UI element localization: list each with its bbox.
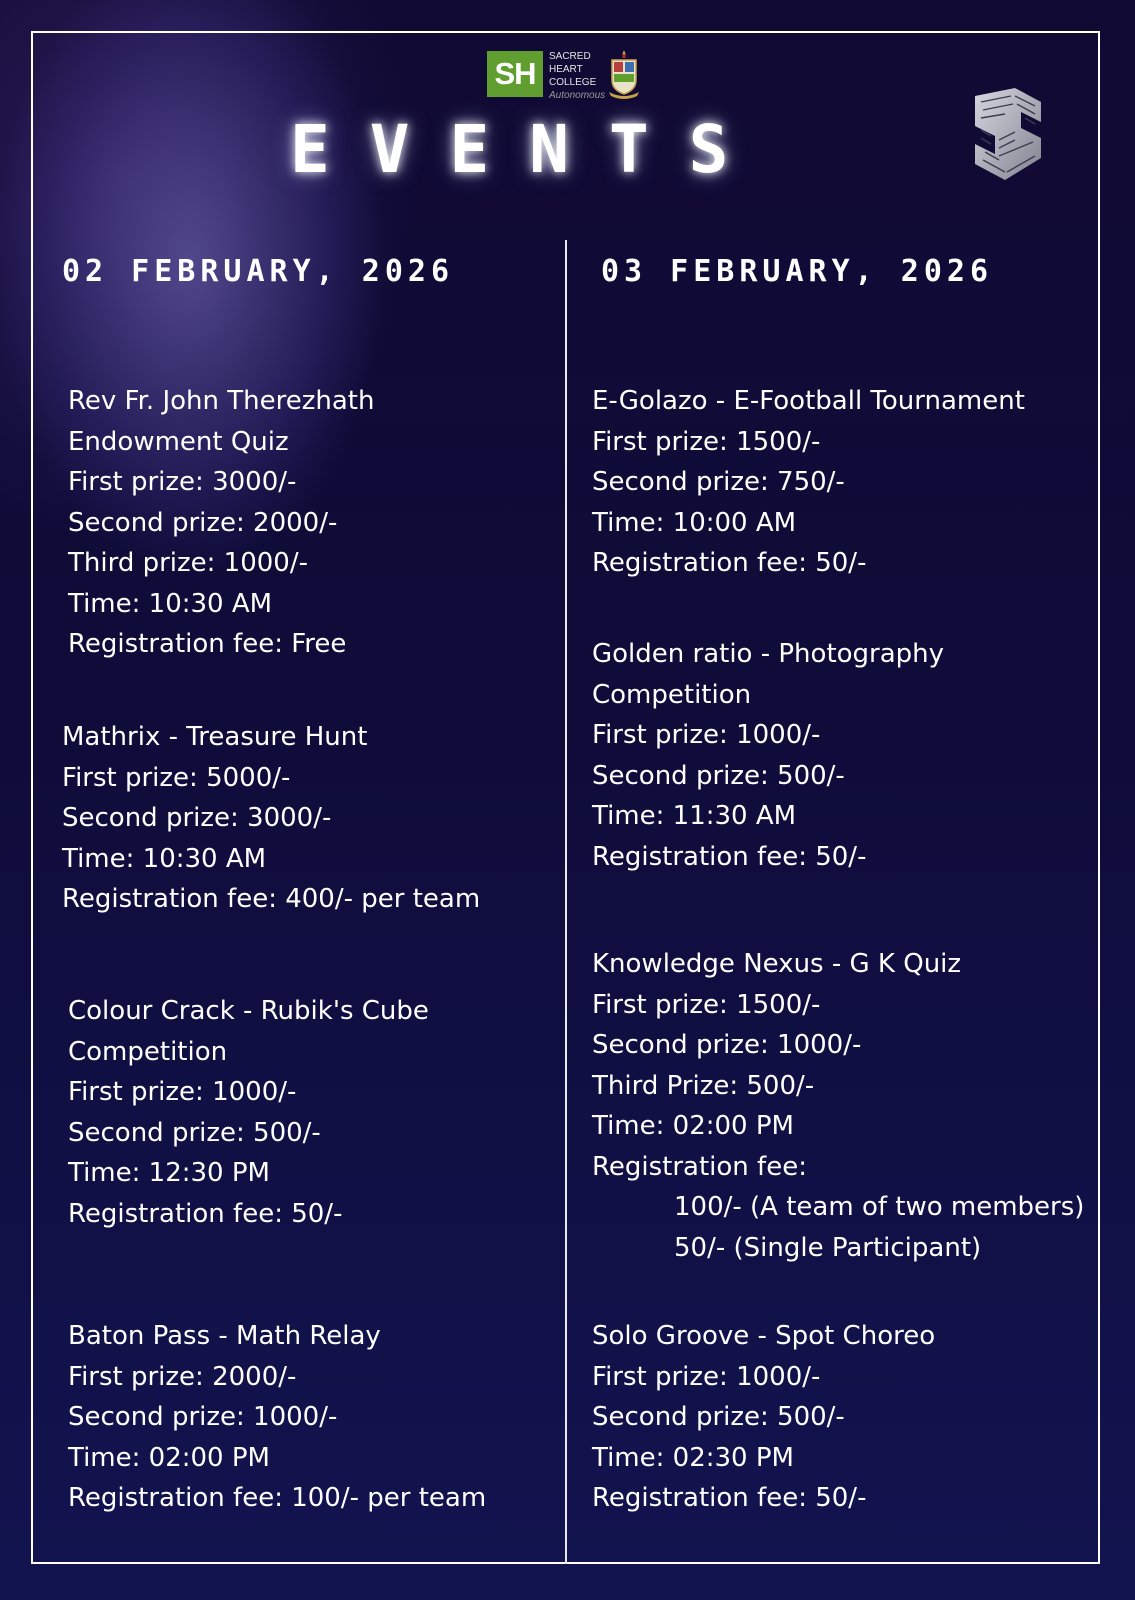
college-name-line: COLLEGE (549, 77, 597, 88)
event-photography (592, 634, 1072, 877)
event-time: Time: 02:00 PM (592, 1111, 794, 1141)
column-divider (565, 240, 567, 1564)
event-third-prize: Third prize: 1000/- (68, 548, 308, 578)
event-name: Solo Groove - Spot Choreo (592, 1321, 936, 1351)
event-time: Time: 02:00 PM (68, 1442, 270, 1473)
event-first-prize: First prize: 3000/- (68, 467, 297, 497)
event-math-relay (68, 1316, 548, 1519)
college-status: Autonomous (549, 90, 606, 101)
event-second-prize: Second prize: 500/- (592, 1402, 845, 1432)
event-name: E-Golazo - E-Football Tournament (592, 386, 1025, 416)
event-second-prize: Second prize: 1000/- (68, 1402, 338, 1432)
event-time: Time: 11:30 AM (592, 801, 797, 831)
event-name: Rev Fr. John Therezhath (68, 386, 375, 416)
event-registration-fee: Registration fee: 50/- (592, 1483, 867, 1513)
event-second-prize: Second prize: 500/- (68, 1117, 321, 1148)
event-name: Endowment Quiz (68, 426, 289, 457)
event-second-prize: Second prize: 500/- (592, 760, 845, 791)
event-registration-fee: Registration fee: 50/- (592, 548, 867, 578)
event-registration-fee: Registration fee: 100/- per team (68, 1483, 487, 1513)
event-fee-option: 100/- (A team of two members) (674, 1192, 1085, 1222)
event-treasure-hunt (62, 717, 542, 920)
event-second-prize: Second prize: 750/- (592, 467, 845, 497)
day-heading-feb-03: 03 FEBRUARY, 2026 (601, 254, 994, 289)
event-registration-fee: Registration fee: Free (68, 629, 347, 659)
event-name: Colour Crack - Rubik's Cube (68, 996, 429, 1026)
event-first-prize: First prize: 1500/- (592, 989, 821, 1020)
event-name: Competition (592, 679, 752, 710)
event-registration-fee: Registration fee: (592, 1151, 807, 1182)
event-name: Knowledge Nexus - G K Quiz (592, 949, 962, 979)
event-first-prize: First prize: 1500/- (592, 426, 821, 457)
event-registration-fee: Registration fee: 50/- (68, 1198, 343, 1229)
event-fee-option: 50/- (Single Participant) (674, 1232, 982, 1263)
event-first-prize: First prize: 5000/- (62, 762, 291, 793)
event-second-prize: Second prize: 2000/- (68, 507, 338, 538)
event-first-prize: First prize: 1000/- (68, 1077, 297, 1107)
event-gk-quiz (592, 944, 1085, 1268)
event-second-prize: Second prize: 1000/- (592, 1030, 862, 1060)
event-rubiks-cube (68, 991, 548, 1234)
college-name-line: SACRED (549, 51, 591, 62)
event-endowment-quiz (68, 381, 548, 665)
event-efootball (592, 381, 1072, 584)
event-name: Baton Pass - Math Relay (68, 1321, 381, 1351)
event-time: Time: 10:00 AM (592, 507, 797, 538)
event-time: Time: 10:30 AM (68, 588, 273, 619)
event-name: Competition (68, 1036, 228, 1067)
event-second-prize: Second prize: 3000/- (62, 803, 332, 833)
page-title: EVENTS (290, 111, 769, 188)
college-name (549, 50, 611, 102)
college-name-line: HEART (549, 64, 583, 75)
event-registration-fee: Registration fee: 400/- per team (62, 884, 481, 914)
event-time: Time: 02:30 PM (592, 1442, 794, 1473)
event-first-prize: First prize: 1000/- (592, 1361, 821, 1392)
college-logo-mark: SH (487, 51, 543, 97)
event-time: Time: 10:30 AM (62, 843, 267, 874)
day-heading-feb-02: 02 FEBRUARY, 2026 (62, 254, 455, 289)
event-name: Golden ratio - Photography (592, 639, 945, 669)
event-first-prize: First prize: 1000/- (592, 720, 821, 750)
event-registration-fee: Registration fee: 50/- (592, 841, 867, 872)
event-spot-choreo (592, 1316, 1072, 1519)
college-crest-icon (607, 48, 641, 100)
maze-logo-icon (955, 88, 1053, 184)
event-time: Time: 12:30 PM (68, 1158, 270, 1188)
event-third-prize: Third Prize: 500/- (592, 1070, 815, 1101)
event-name: Mathrix - Treasure Hunt (62, 722, 368, 752)
event-first-prize: First prize: 2000/- (68, 1361, 297, 1392)
